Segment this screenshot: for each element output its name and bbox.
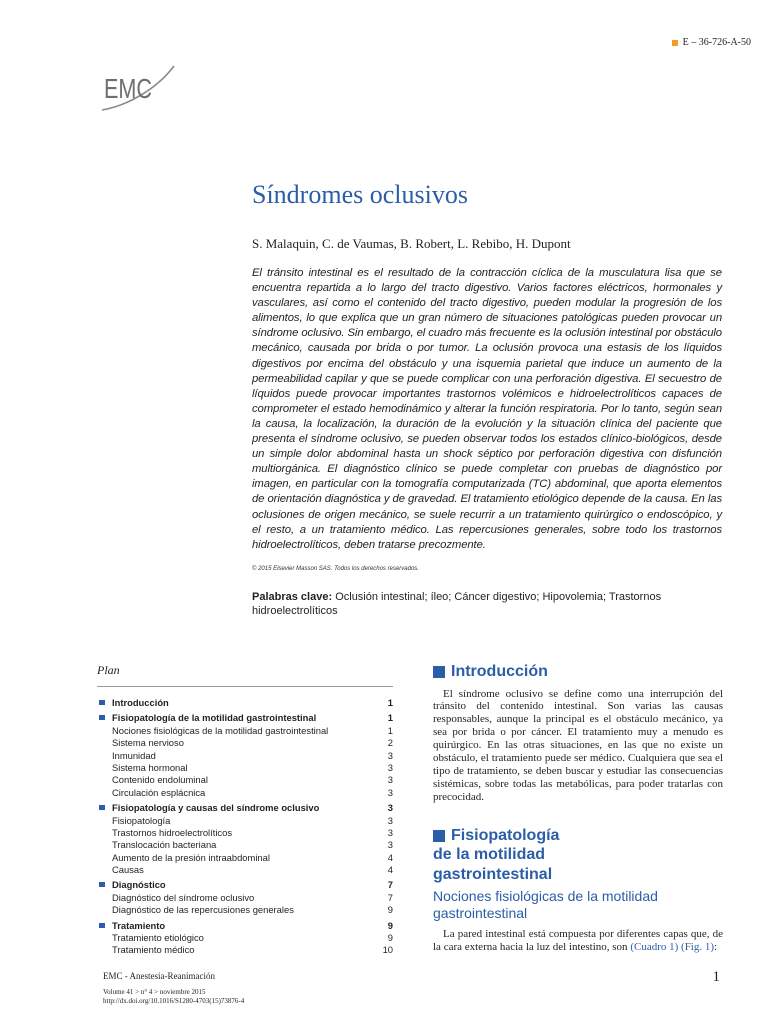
plan-bullet-icon [99, 700, 105, 705]
plan-subsection-item[interactable] [97, 932, 393, 944]
plan-item-label: Trastornos hidroelectrolíticos [112, 826, 233, 838]
emc-logo [96, 58, 186, 122]
plan-item-label: Tratamiento [112, 919, 166, 931]
plan-item-page: 4 [387, 851, 393, 863]
footer-meta [103, 988, 244, 1005]
figure-reference-link[interactable]: (Fig. 1) [681, 941, 715, 954]
logo-text: EMC [104, 73, 152, 104]
reference-code: E – 36-726-A-50 [682, 37, 751, 48]
plan-item-label: Sistema hormonal [112, 761, 188, 773]
plan-item-label: Contenido endoluminal [112, 774, 208, 786]
plan-item-page: 3 [387, 761, 393, 773]
article-title: Síndromes oclusivos [252, 180, 468, 209]
keywords-text: Oclusión intestinal; íleo; Cáncer digestivo; Hipovolemia; Trastornos hidroelectrolíticos [252, 591, 662, 617]
heading-line: Fisiopatología [451, 826, 560, 844]
intro-paragraph: El síndrome oclusivo se define como una interrupción del tránsito del contenido intestinal. Son varias las causas responsables, aunque la principal es el obstáculo mecánico, ya sea por brida o por cáncer. El tratamiento muy a menudo es quirúrgico. En las otras situaciones, en las que no existe un obstáculo, el tratamiento puede ser médico. Cualquiera que sea el tipo de tratamiento, se deben buscar y estudiar las consecuencias sistémicas, sobre todas las metabólicas, para poder tratarlas con precocidad. [433, 687, 723, 803]
plan-section-item[interactable] [97, 802, 393, 814]
subheading-nociones: Nociones fisiológicas de la motilidad gastrointestinal [433, 888, 658, 922]
plan-item-page: 9 [387, 904, 393, 916]
plan-subsection-item[interactable] [97, 787, 393, 799]
heading-text [433, 826, 560, 885]
plan-item-page: 3 [387, 814, 393, 826]
plan-item-page: 7 [387, 891, 393, 903]
plan-item-page: 1 [387, 712, 393, 724]
plan-item-label: Diagnóstico del síndrome oclusivo [112, 891, 255, 903]
plan-subsection-item[interactable] [97, 864, 393, 876]
plan-subsection-item[interactable] [97, 892, 393, 904]
keywords-label: Palabras clave: [252, 591, 333, 603]
reference-marker [672, 40, 678, 46]
heading-marker [433, 666, 445, 678]
abstract: El tránsito intestinal es el resultado de la contracción cíclica de la musculatura lisa que se encuentra repartida a lo largo del tracto digestivo. Varios factores eléctricos, hormonales y vasculares, así como el contenido del tracto digestivo, pueden modular la progresión de los alimentos, lo que explica que un gran número de situaciones patológicas pueden provocar un síndrome oclusivo. Sin embargo, el cuadro más frecuente es la oclusión intestinal por obstáculo mecánico, causada por brida o por tumor. La oclusión provoca una estasis de los líquidos digestivos por encima del obstáculo y una isquemia parietal que induce un aumento de la permeabilidad capilar y que se puede complicar con una perforación digestiva. El secuestro de líquidos puede provocar importantes trastornos volémicos e hidroelectrolíticos capaces de comprometer el estado hemodinámico y alterar la función respiratoria. Por lo tanto, según sean la causa, la localización, la duración de la evolución y la situación clínica del paciente que presenta el síndrome oclusivo, se pueden observar todos los estados clínico-biológicos, desde un simple dolor abdominal hasta un shock séptico por perforación digestiva con disfunción multiorgánica. El diagnóstico clínico se puede completar con pruebas de diagnóstico por imagen, en particular con la tomografía computarizada (TC) abdominal, que aporta elementos de orientación diagnóstica y de gravedad. El tratamiento etiológico depende de la causa. En las oclusiones de origen mecánico, se suele recurrir a un tratamiento quirúrgico o endoscópico, y el resto, a un tratamiento médico. Las repercusiones generales, sobre todo los trastornos hidroelectrolíticos, deben tratarse precozmente. [252, 267, 722, 551]
plan-item-label: Diagnóstico de las repercusiones generales [112, 904, 294, 916]
plan-item-label: Circulación esplácnica [112, 786, 206, 798]
plan-item-page: 9 [387, 932, 393, 944]
plan-subsection-item[interactable] [97, 944, 393, 956]
plan-item-label: Fisiopatología [112, 814, 171, 826]
plan-item-page: 1 [387, 697, 393, 708]
plan-subsection-item[interactable] [97, 839, 393, 851]
plan-item-page: 3 [387, 786, 393, 798]
plan-item-page: 9 [387, 919, 393, 931]
heading-text: Introducción [451, 663, 548, 680]
plan-item-label: Translocación bacteriana [112, 839, 217, 851]
plan-section-item[interactable] [97, 879, 393, 891]
table-reference-link[interactable]: (Cuadro 1) [630, 941, 679, 954]
plan-subsection-item[interactable] [97, 852, 393, 864]
plan-item-page: 3 [387, 826, 393, 838]
plan-section-item[interactable] [97, 697, 393, 709]
plan-item-label: Introducción [112, 697, 169, 708]
keywords [252, 590, 722, 618]
heading-introduccion [433, 662, 723, 682]
paragraph-text: La pared intestinal está compuesta por diferentes capas que, de la cara externa hacia la luz del intestino, son [433, 928, 723, 954]
heading-marker [433, 830, 445, 842]
plan-section-item[interactable] [97, 712, 393, 724]
plan-subsection-item[interactable] [97, 815, 393, 827]
plan-item-page: 3 [387, 774, 393, 786]
plan-item-page: 10 [382, 944, 393, 956]
plan-list [97, 697, 393, 957]
plan-subsection-item[interactable] [97, 904, 393, 916]
plan-bullet-icon [99, 882, 105, 887]
doi-link[interactable]: http://dx.doi.org/10.1016/S1280-4703(15)73876-4 [103, 996, 245, 1005]
plan-section-item[interactable] [97, 920, 393, 932]
document-reference [672, 37, 751, 48]
plan-item-page: 7 [387, 879, 393, 891]
plan-item-label: Inmunidad [112, 749, 156, 761]
copyright-notice: © 2015 Elsevier Masson SAS. Todos los derechos reservados. [252, 566, 419, 572]
plan-bullet-icon [99, 715, 105, 720]
article-authors: S. Malaquin, C. de Vaumas, B. Robert, L. Rebibo, H. Dupont [252, 236, 571, 251]
body-paragraph [433, 928, 723, 954]
plan-item-label: Tratamiento médico [112, 944, 195, 956]
plan-divider [97, 686, 393, 687]
heading-line: gastrointestinal [433, 865, 553, 883]
plan-item-page: 3 [387, 749, 393, 761]
plan-subsection-item[interactable] [97, 762, 393, 774]
plan-subsection-item[interactable] [97, 737, 393, 749]
plan-item-label: Nociones fisiológicas de la motilidad gastrointestinal [112, 724, 329, 736]
plan-item-page: 1 [387, 724, 393, 736]
plan-subsection-item[interactable] [97, 750, 393, 762]
plan-bullet-icon [99, 805, 105, 810]
plan-item-page: 3 [387, 802, 393, 814]
plan-item-page: 2 [387, 737, 393, 749]
paragraph-end: : [714, 941, 718, 954]
plan-item-label: Tratamiento etiológico [112, 932, 204, 944]
plan-item-label: Causas [112, 864, 144, 876]
plan-subsection-item[interactable] [97, 725, 393, 737]
plan-subsection-item[interactable] [97, 774, 393, 786]
plan-item-label: Diagnóstico [112, 879, 166, 891]
plan-item-label: Fisiopatología y causas del síndrome oclusivo [112, 802, 320, 814]
plan-item-label: Aumento de la presión intraabdominal [112, 851, 270, 863]
heading-line: de la motilidad [433, 846, 546, 864]
plan-item-label: Sistema nervioso [112, 737, 184, 749]
volume-info: Volume 41 > n° 4 > noviembre 2015 [103, 988, 206, 996]
plan-bullet-icon [99, 923, 105, 928]
heading-fisiopatologia [433, 826, 723, 885]
plan-title: Plan [97, 663, 120, 677]
plan-item-page: 3 [387, 839, 393, 851]
plan-item-label: Fisiopatología de la motilidad gastrointestinal [112, 712, 317, 724]
table-of-contents [97, 655, 393, 957]
page-number: 1 [712, 969, 720, 985]
main-column [433, 662, 723, 954]
plan-subsection-item[interactable] [97, 827, 393, 839]
plan-item-page: 4 [387, 864, 393, 876]
journal-name: EMC - Anestesia-Reanimación [103, 971, 215, 981]
